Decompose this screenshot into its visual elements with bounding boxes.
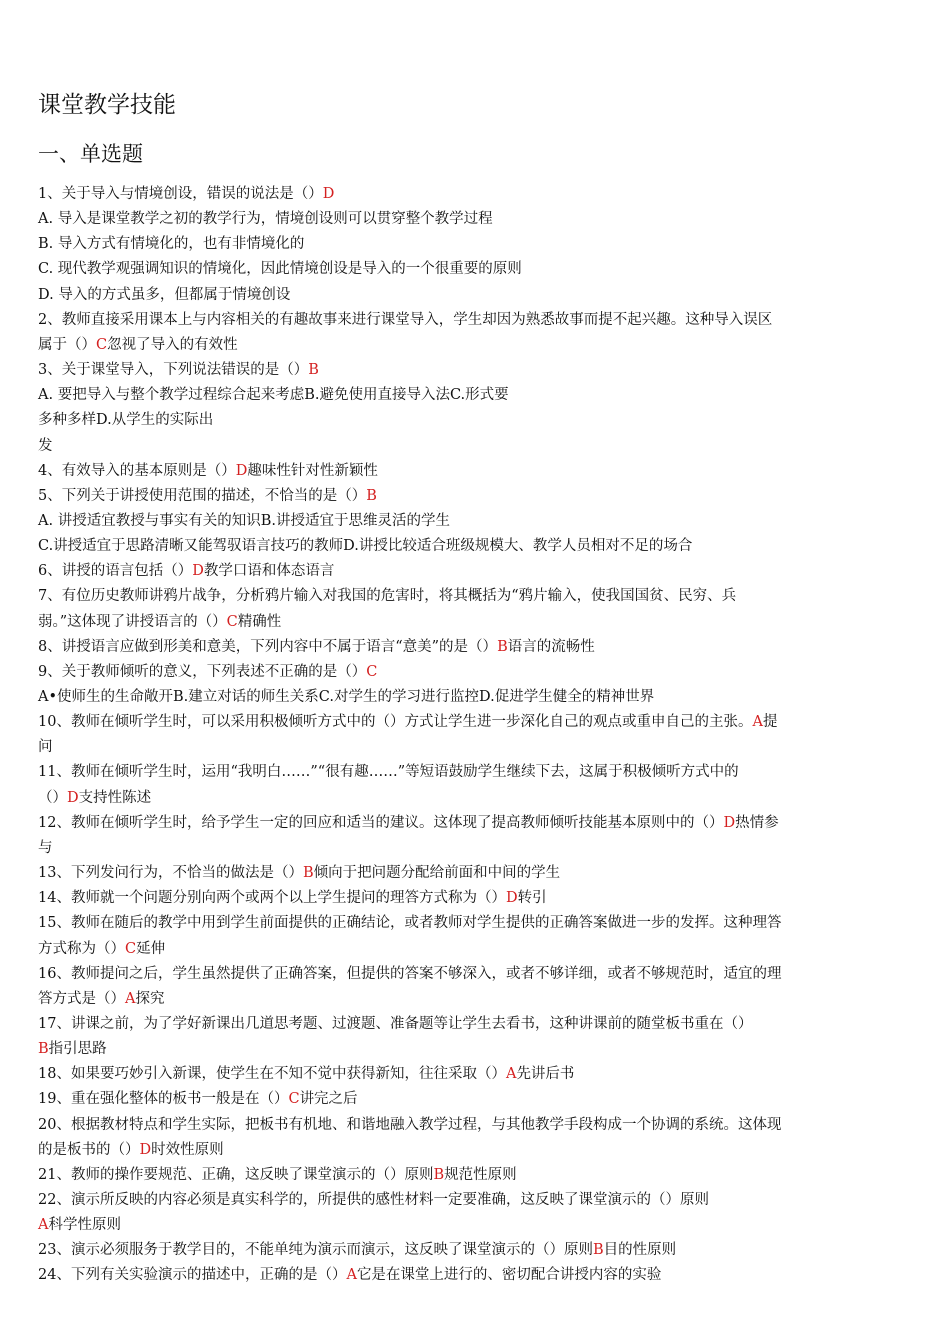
answer-text: 规范性原则: [444, 1166, 517, 1183]
line-text: A. 要把导入与整个教学过程综合起来考虑B.避免使用直接导入法C.形式要: [38, 387, 509, 404]
line-text: D. 导入的方式虽多，但都属于情境创设: [38, 286, 291, 303]
text-line: [38, 1064, 918, 1084]
answer-text: 探究: [135, 990, 165, 1007]
text-line: [38, 536, 918, 556]
answer-text: 教学口语和体态语言: [203, 563, 335, 580]
answer-text: 转引: [517, 890, 547, 907]
answer-letter: D: [723, 814, 736, 831]
answer-letter: C: [226, 613, 238, 630]
line-text: 1、关于导入与情境创设，错误的说法是（）: [38, 186, 323, 202]
text-line: [38, 637, 918, 657]
answer-letter: B: [592, 1242, 604, 1259]
line-text: A. 讲授适宜教授与事实有关的知识B.讲授适宜于思维灵活的学生: [38, 512, 450, 529]
answer-letter: A: [125, 990, 136, 1007]
text-line: [38, 964, 918, 984]
line-text: 16、教师提问之后，学生虽然提供了正确答案，但提供的答案不够深入，或者不够详细，或者不够规范时，适宜的理: [38, 965, 782, 982]
answer-text: 忽视了导入的有效性: [107, 336, 238, 353]
document-title: 课堂教学技能: [38, 92, 176, 118]
line-text: 23、演示必须服务于教学目的，不能单纯为演示而演示，这反映了课堂演示的（）原则: [38, 1242, 593, 1259]
answer-letter: B: [366, 487, 377, 504]
text-line: [38, 888, 918, 908]
answer-text: 讲完之后: [299, 1091, 358, 1108]
answer-text: 趣味性针对性新颖性: [247, 462, 378, 479]
answer-letter: D: [192, 563, 204, 580]
text-line: [38, 184, 918, 204]
text-line: [38, 1265, 918, 1285]
answer-letter: C: [366, 663, 378, 680]
answer-text: 目的性原则: [603, 1242, 677, 1259]
answer-letter: C: [288, 1091, 300, 1108]
line-text: 4、有效导入的基本原则是（）: [38, 462, 236, 479]
answer-text: 它是在课堂上进行的、密切配合讲授内容的实验: [356, 1267, 662, 1284]
answer-text: 支持性陈述: [78, 789, 152, 806]
text-line: [38, 939, 918, 959]
answer-letter: B: [38, 1041, 49, 1058]
text-line: [38, 712, 918, 732]
answer-text: 科学性原则: [48, 1217, 121, 1234]
line-text: B. 导入方式有情境化的，也有非情境化的: [38, 236, 305, 253]
text-line: [38, 687, 918, 707]
text-line: [38, 461, 918, 481]
line-text: 弱。”这体现了讲授语言的（）: [38, 613, 227, 630]
line-text: 多种多样D.从学生的实际出: [38, 412, 214, 429]
answer-letter: A: [38, 1217, 49, 1234]
line-text: 属于（）: [38, 336, 96, 353]
line-text: 2、教师直接采用课本上与内容相关的有趣故事来进行课堂导入，学生却因为熟悉故事而提不起兴趣。这种导入误区: [38, 311, 773, 328]
text-line: [38, 913, 918, 933]
line-text: 11、教师在倾听学生时，运用“我明白……”“很有趣……”等短语鼓励学生继续下去，这属于积极倾听方式中的: [38, 764, 739, 781]
text-line: [38, 285, 918, 305]
line-text: 15、教师在随后的教学中用到学生前面提供的正确结论，或者教师对学生提供的正确答案做进一步的发挥。这种理答: [38, 915, 782, 932]
answer-letter: D: [322, 186, 335, 202]
line-text: 答方式是（）: [38, 990, 125, 1007]
answer-text: 延伸: [136, 940, 166, 957]
answer-letter: B: [433, 1166, 445, 1183]
text-line: [38, 1240, 918, 1260]
line-text: 22、演示所反映的内容必须是真实科学的，所提供的感性材料一定要准确，这反映了课堂演示的（）原则: [38, 1192, 709, 1208]
answer-letter: D: [505, 890, 518, 907]
text-line: [38, 1215, 918, 1235]
answer-text: 语言的流畅性: [507, 638, 595, 655]
line-text: 问: [38, 739, 53, 756]
answer-letter: D: [139, 1141, 152, 1158]
answer-letter: D: [67, 789, 79, 806]
answer-text: 先讲后书: [516, 1066, 575, 1083]
line-text: 8、讲授语言应做到形美和意美，下列内容中不属于语言“意美”的是（）: [38, 638, 498, 655]
line-text: C. 现代教学观强调知识的情境化，因此情境创设是导入的一个很重要的原则: [38, 261, 522, 278]
answer-text: 指引思路: [48, 1041, 107, 1058]
text-line: [38, 1014, 918, 1034]
text-line: [38, 561, 918, 581]
answer-letter: C: [125, 940, 137, 957]
answer-letter: A: [346, 1267, 357, 1284]
line-text: 24、下列有关实验演示的描述中，正确的是（）: [38, 1267, 347, 1284]
text-line: [38, 838, 918, 858]
text-line: [38, 863, 918, 883]
answer-text: 时效性原则: [151, 1141, 224, 1158]
text-line: [38, 310, 918, 330]
answer-text: 提: [762, 714, 778, 731]
text-line: [38, 1115, 918, 1135]
line-text: 18、如果要巧妙引入新课，使学生在不知不觉中获得新知，往往采取（）: [38, 1066, 506, 1083]
line-text: C.讲授适宜于思路清晰又能驾驭语言技巧的教师D.讲授比较适合班级规模大、教学人员相对不足的场合: [38, 538, 693, 555]
answer-text: 热情参: [735, 814, 779, 831]
text-line: [38, 486, 918, 506]
text-line: [38, 989, 918, 1009]
text-line: [38, 586, 918, 606]
line-text: 与: [38, 839, 53, 856]
line-text: 5、下列关于讲授使用范围的描述，不恰当的是（）: [38, 487, 367, 504]
section-heading: 一、单选题: [38, 142, 143, 166]
answer-letter: A: [505, 1066, 517, 1083]
text-line: [38, 813, 918, 833]
answer-letter: A: [752, 714, 763, 731]
text-line: [38, 234, 918, 254]
line-text: 13、下列发问行为，不恰当的做法是（）: [38, 865, 303, 882]
answer-letter: B: [302, 865, 314, 882]
text-line: [38, 1190, 918, 1210]
text-line: [38, 410, 918, 430]
line-text: 17、讲课之前，为了学好新课出几道思考题、过渡题、准备题等让学生去看书，这种讲课前的随堂板书重在（）: [38, 1015, 753, 1032]
text-line: [38, 1039, 918, 1059]
text-line: [38, 788, 918, 808]
line-text: 7、有位历史教师讲鸦片战争，分析鸦片输入对我国的危害时，将其概括为“鸦片输入，使我国国贫、民穷、兵: [38, 588, 737, 605]
line-text: 方式称为（）: [38, 940, 125, 957]
answer-letter: C: [96, 336, 108, 353]
text-line: [38, 209, 918, 229]
text-line: [38, 360, 918, 380]
text-line: [38, 662, 918, 682]
text-line: [38, 737, 918, 757]
answer-text: 精确性: [237, 613, 282, 630]
text-line: [38, 385, 918, 405]
line-text: 发: [38, 437, 53, 454]
text-line: [38, 436, 918, 456]
answer-letter: B: [308, 362, 319, 379]
answer-letter: D: [235, 462, 248, 479]
line-text: 的是板书的（）: [38, 1141, 140, 1158]
text-line: [38, 259, 918, 279]
line-text: 9、关于教师倾听的意义，下列表述不正确的是（）: [38, 663, 367, 680]
line-text: 21、教师的操作要规范、正确，这反映了课堂演示的（）原则: [38, 1166, 434, 1183]
line-text: 14、教师就一个问题分别向两个或两个以上学生提问的理答方式称为（）: [38, 890, 506, 907]
text-line: [38, 762, 918, 782]
text-line: [38, 612, 918, 632]
line-text: 6、讲授的语言包括（）: [38, 563, 193, 580]
text-line: [38, 1140, 918, 1160]
text-line: [38, 1165, 918, 1185]
line-text: 12、教师在倾听学生时，给予学生一定的回应和适当的建议。这体现了提高教师倾听技能基本原则中的（）: [38, 814, 724, 831]
line-text: 19、重在强化整体的板书一般是在（）: [38, 1091, 289, 1108]
line-text: 10、教师在倾听学生时，可以采用积极倾听方式中的（）方式让学生进一步深化自己的观点或重申自己的主张。: [38, 714, 753, 731]
line-text: 20、根据教材特点和学生实际，把板书有机地、和谐地融入教学过程，与其他教学手段构成一个协调的系统。这体现: [38, 1116, 782, 1133]
text-line: [38, 511, 918, 531]
answer-text: 倾向于把问题分配给前面和中间的学生: [313, 865, 561, 882]
text-line: [38, 335, 918, 355]
line-text: A•使师生的生命敞开B.建立对话的师生关系C.对学生的学习进行监控D.促进学生健全的精神世界: [38, 689, 655, 705]
line-text: 3、关于课堂导入，下列说法错误的是（）: [38, 362, 309, 379]
answer-letter: B: [497, 638, 508, 655]
line-text: A. 导入是课堂教学之初的教学行为，情境创设则可以贯穿整个教学过程: [38, 211, 493, 228]
text-line: [38, 1089, 918, 1109]
line-text: （）: [38, 789, 67, 806]
